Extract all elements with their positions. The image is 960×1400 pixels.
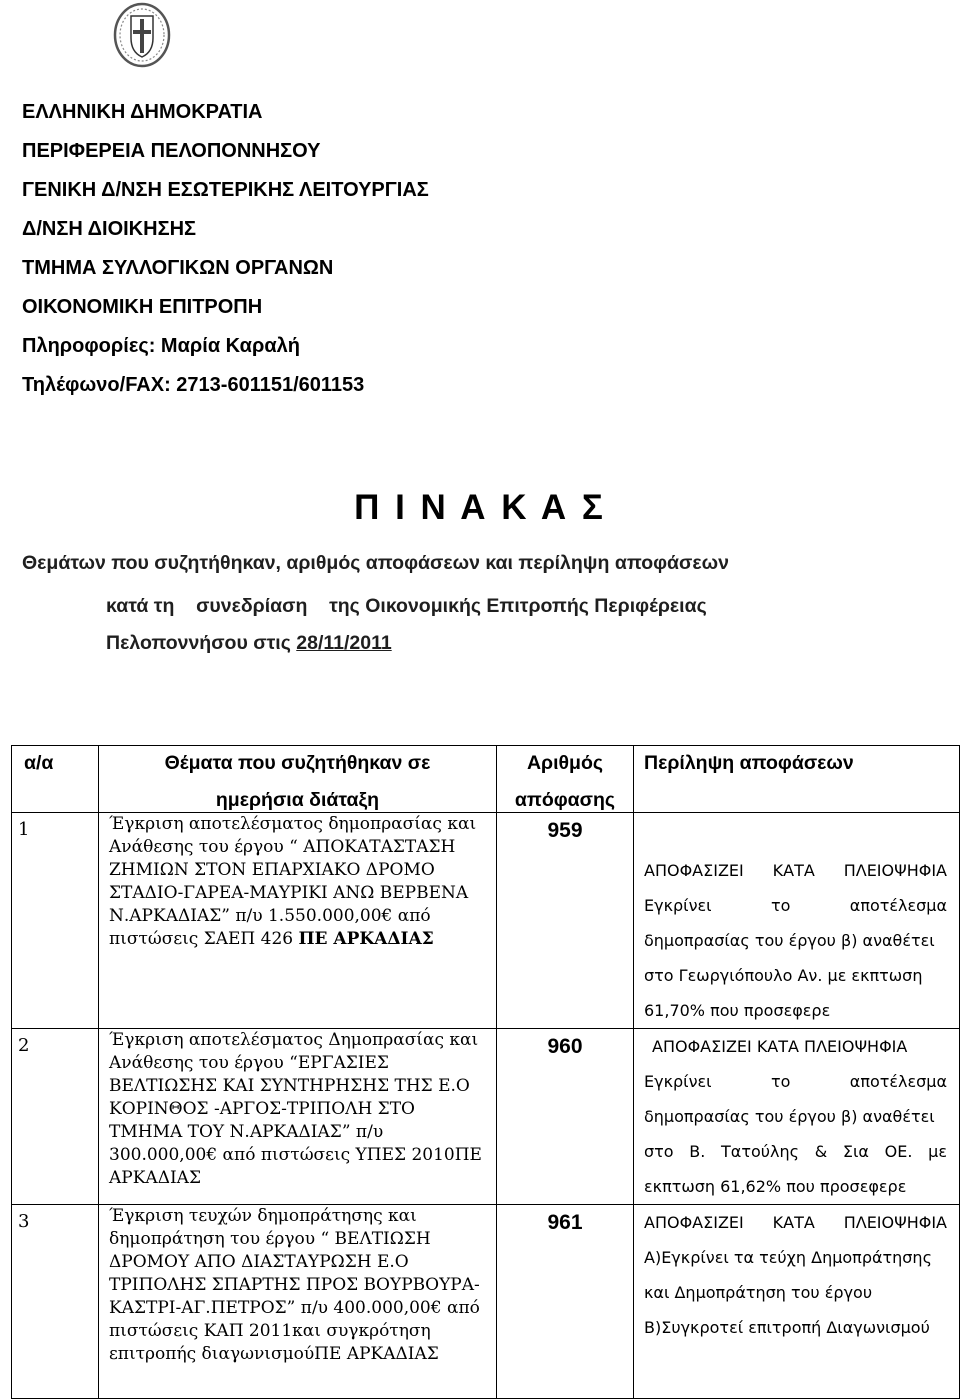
summary-line: Α)Εγκρίνει τα τεύχη Δημοπράτησης xyxy=(644,1248,932,1267)
header-line: ΟΙΚΟΝΟΜΙΚΗ ΕΠΙΤΡΟΠΗ xyxy=(22,296,263,318)
decision-number: 961 xyxy=(497,1205,634,1399)
summary-head: ΑΠΟΦΑΣΙΖΕΙ ΚΑΤΑ ΠΛΕΙΟΨΗΦΙΑ xyxy=(644,1213,947,1232)
subtitle-line-3 xyxy=(106,632,392,655)
row-topic: Έγκριση αποτελέσματος Δημοπρασίας και Ανάθεσης του έργου “ΕΡΓΑΣΙΕΣ ΒΕΛΤΙΩΣΗΣ ΚΑΙ ΣΥΝΤΗΡΗΣΗΣ ΤΗΣ Ε.Ο ΚΟΡΙΝΘΟΣ -ΑΡΓΟΣ-ΤΡΙΠΟΛΗ ΣΤΟ ΤΜΗΜΑ ΤΟΥ Ν.ΑΡΚΑΔΙΑΣ” π/υ 300.000,00€ από πιστώσεις ΥΠΕΣ 2010ΠΕ ΑΡΚΑΔΙΑΣ xyxy=(99,1029,497,1205)
header-index: α/α xyxy=(12,746,99,813)
summary-line: και Δημοπράτηση του έργου xyxy=(644,1283,873,1302)
document-title: Π Ι Ν Α Κ Α Σ xyxy=(354,488,606,527)
header-line: ΠΕΡΙΦΕΡΕΙΑ ΠΕΛΟΠΟΝΝΗΣΟΥ xyxy=(22,140,321,162)
table-row xyxy=(12,1029,960,1205)
row-topic-text: Έγκριση αποτελέσματος δημοπρασίας και Ανάθεσης του έργου “ ΑΠΟΚΑΤΑΣΤΑΣΗ ΖΗΜΙΩΝ ΣΤΟΝ ΕΠΑΡΧΙΑΚΟ ΔΡΟΜΟ ΣΤΑΔΙΟ-ΓΑΡΕΑ-ΜΑΥΡΙΚΙ ΑΝΩ ΒΕΡΒΕΝΑ Ν.ΑΡΚΑΔΙΑΣ” π/υ 1.550.000,00€ από πιστώσεις ΣΑΕΠ 426 xyxy=(109,814,477,949)
summary-line: εκπτωση 61,62% που προσεφερε xyxy=(644,1177,907,1196)
header-topic xyxy=(99,746,497,813)
summary-line: στο Γεωργιόπουλο Αν. με εκπτωση xyxy=(644,966,923,985)
decision-number: 959 xyxy=(497,813,634,1029)
header-line: ΤΜΗΜΑ ΣΥΛΛΟΓΙΚΩΝ ΟΡΓΑΝΩΝ xyxy=(22,257,334,279)
decisions-table xyxy=(11,745,960,1399)
greek-coat-of-arms-emblem xyxy=(113,2,171,68)
row-summary xyxy=(634,813,960,1029)
subtitle-prefix: Πελοποννήσου στις xyxy=(106,632,297,654)
summary-line: Εγκρίνει το αποτέλεσμα xyxy=(644,896,947,915)
header-topic-line-1: Θέματα που συζητήθηκαν σε xyxy=(164,752,431,774)
header-summary: Περίληψη αποφάσεων xyxy=(634,746,960,813)
row-topic: Έγκριση τευχών δημοπράτησης και δημοπράτηση του έργου “ ΒΕΛΤΙΩΣΗ ΔΡΟΜΟΥ ΑΠΟ ΔΙΑΣΤΑΥΡΩΣΗ Ε.Ο ΤΡΙΠΟΛΗΣ ΣΠΑΡΤΗΣ ΠΡΟΣ ΒΟΥΡΒΟΥΡΑ-ΚΑΣΤΡΙ-ΑΓ.ΠΕΤΡΟΣ” π/υ 400.000,00€ από πιστώσεις ΚΑΠ 2011και συγκρότηση επιτροπής διαγωνισμούΠΕ ΑΡΚΑΔΙΑΣ xyxy=(99,1205,497,1399)
session-date: 28/11/2011 xyxy=(296,632,392,654)
header-number xyxy=(497,746,634,813)
row-topic xyxy=(99,813,497,1029)
summary-line: 61,70% που προσεφερε xyxy=(644,1001,831,1020)
summary-head: ΑΠΟΦΑΣΙΖΕΙ ΚΑΤΑ ΠΛΕΙΟΨΗΦΙΑ xyxy=(644,861,947,880)
row-index: 2 xyxy=(12,1029,99,1205)
row-topic-bold: ΠΕ ΑΡΚΑΔΙΑΣ xyxy=(298,929,434,949)
subtitle-line-2: κατά τη συνεδρίαση της Οικονομικής Επιτροπής Περιφέρειας xyxy=(106,595,707,617)
row-index: 3 xyxy=(12,1205,99,1399)
header-number-line-2: απόφασης xyxy=(514,789,616,811)
header-line: Πληροφορίες: Μαρία Καραλή xyxy=(22,335,300,357)
table-row xyxy=(12,813,960,1029)
row-summary xyxy=(634,1029,960,1205)
header-topic-line-2: ημερήσια διάταξη xyxy=(215,789,380,811)
header-line: ΕΛΛΗΝΙΚΗ ΔΗΜΟΚΡΑΤΙΑ xyxy=(22,101,263,123)
row-summary xyxy=(634,1205,960,1399)
row-index: 1 xyxy=(12,813,99,1029)
header-line: ΓΕΝΙΚΗ Δ/ΝΣΗ ΕΣΩΤΕΡΙΚΗΣ ΛΕΙΤΟΥΡΓΙΑΣ xyxy=(22,179,429,201)
decision-number: 960 xyxy=(497,1029,634,1205)
table-header-row xyxy=(12,746,960,813)
subtitle-line-1: Θεμάτων που συζητήθηκαν, αριθμός αποφάσεων και περίληψη αποφάσεων xyxy=(22,552,729,574)
summary-head: ΑΠΟΦΑΣΙΖΕΙ ΚΑΤΑ ΠΛΕΙΟΨΗΦΙΑ xyxy=(652,1037,908,1056)
summary-line: Εγκρίνει το αποτέλεσμα xyxy=(644,1072,947,1091)
header-number-line-1: Αριθμός xyxy=(526,752,604,774)
header-line: Τηλέφωνο/FAX: 2713-601151/601153 xyxy=(22,374,365,396)
summary-line: δημοπρασίας του έργου β) αναθέτει xyxy=(644,1107,935,1126)
summary-line: δημοπρασίας του έργου β) αναθέτει xyxy=(644,931,935,950)
summary-line: στο Β. Τατούλης & Σια ΟΕ. με xyxy=(644,1142,947,1161)
table-row xyxy=(12,1205,960,1399)
header-line: Δ/ΝΣΗ ΔΙΟΙΚΗΣΗΣ xyxy=(22,218,197,240)
summary-line: Β)Συγκροτεί επιτροπή Διαγωνισμού xyxy=(644,1318,930,1337)
issuer-header xyxy=(22,93,429,405)
